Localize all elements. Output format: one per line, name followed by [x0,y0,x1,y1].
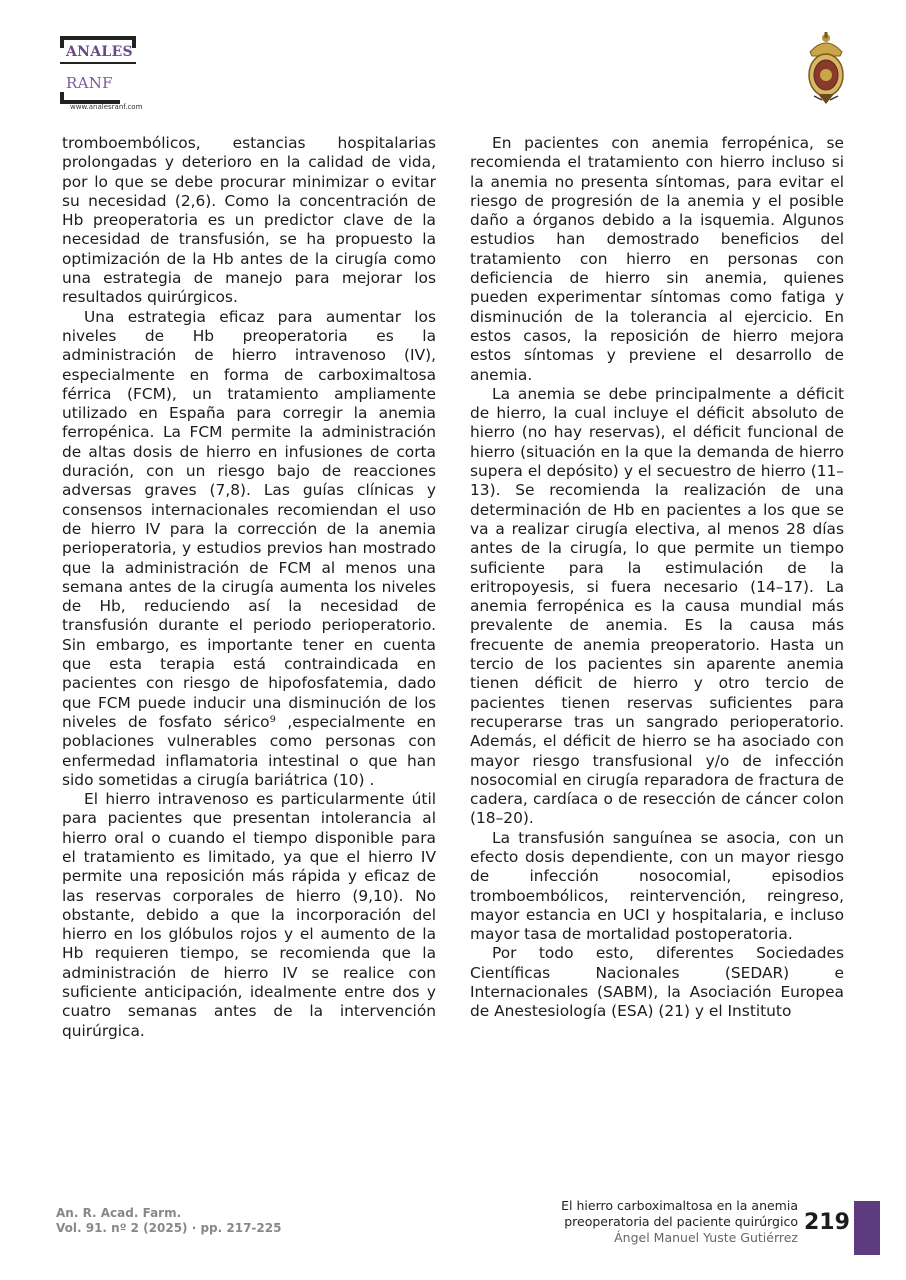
page-number: 219 [804,1210,850,1235]
journal-url: www.analesranf.com [70,103,143,111]
left-column [62,134,436,1041]
paragraph: Una estrategia eficaz para aumentar los niveles de Hb preoperatoria es la administración de hierro intravenoso (IV), especialmente en forma de carboximaltosa férrica (FCM), un tratamiento ampliamente utilizado en España para corregir la anemia ferropénica. La FCM permite la administración de altas dosis de hierro en infusiones de corta duración, con un riesgo bajo de reacciones adversas graves (7,8). Las guías clínicas y consensos internacionales recomiendan el uso de hierro IV para la corrección de la anemia perioperatoria, y estudios previos han mostrado que la administración de FCM al menos una semana antes de la cirugía aumenta los niveles de Hb, reduciendo así la necesidad de transfusión durante el periodo perioperatorio. Sin embargo, es importante tener en cuenta que esta terapia está contraindicada en pacientes con riesgo de hipofosfatemia, dado que FCM puede inducir una disminución de los niveles de fosfato sérico⁹ ,especialmente en poblaciones vulnerables como personas con enfermedad inflamatoria intestinal o que han sido sometidas a cirugía bariátrica (10) . [62,307,436,789]
paragraph: La transfusión sanguínea se asocia, con un efecto dosis dependiente, con un mayor riesgo de infección nosocomial, episodios tromboembólicos, reintervención, reingreso, mayor estancia en UCI y hospitalaria, e incluso mayor tasa de mortalidad postoperatoria. [470,828,844,944]
paragraph: tromboembólicos, estancias hospitalarias prolongadas y deterioro en la calidad de vida, por lo que se debe procurar minimizar o evitar su necesidad (2,6). Como la concentración de Hb preoperatoria es un predictor clave de la necesidad de transfusión, se ha propuesto la optimización de la Hb antes de la cirugía como una estrategia de manejo para mejorar los resultados quirúrgicos. [62,134,436,307]
journal-logo [56,36,186,116]
article-title-line: preoperatoria del paciente quirúrgico [564,1214,798,1229]
journal-name: An. R. Acad. Farm. [56,1206,182,1220]
academy-crest-icon [800,30,852,108]
running-title [561,1198,798,1246]
article-author: Ángel Manuel Yuste Gutiérrez [614,1230,798,1245]
article-title-line: El hierro carboximaltosa en la anemia [561,1198,798,1213]
logo-ranf-text: RANF [66,74,113,92]
paragraph: En pacientes con anemia ferropénica, se recomienda el tratamiento con hierro incluso si la anemia no presenta síntomas, para evitar el riesgo de progresión de la anemia y el posible daño a órganos debido a la isquemia. Algunos estudios han demostrado beneficios del tratamiento con hierro en personas con deficiencia de hierro sin anemia, quienes pueden experimentar síntomas como fatiga y disminución de la tolerancia al ejercicio. En estos casos, la reposición de hierro mejora estos síntomas y previene el desarrollo de anemia. [470,134,844,384]
right-column [470,134,844,1022]
journal-volume: Vol. 91. nº 2 (2025) · pp. 217-225 [56,1221,282,1235]
paragraph: El hierro intravenoso es particularmente útil para pacientes que presentan intolerancia al hierro oral o cuando el tiempo disponible para el tratamiento es limitado, ya que el hierro IV permite una reposición más rápida y eficaz de las reservas corporales de hierro (9,10). No obstante, debido a que la incorporación del hierro en los glóbulos rojos y el aumento de la Hb requieren tiempo, se recomienda que la administración de hierro IV se realice con suficiente anticipación, idealmente entre dos y cuatro semanas antes de la intervención quirúrgica. [62,790,436,1040]
journal-citation [56,1206,281,1236]
paragraph: Por todo esto, diferentes Sociedades Científicas Nacionales (SEDAR) e Internacionales (SABM), la Asociación Europea de Anestesiología (ESA) (21) y el Instituto [470,944,844,1021]
paragraph: La anemia se debe principalmente a déficit de hierro, la cual incluye el déficit absoluto de hierro (no hay reservas), el déficit funcional de hierro (situación en la que la demanda de hierro supera el depósito) y el secuestro de hierro (11–13). Se recomienda la realización de una determinación de Hb en pacientes a los que se va a realizar cirugía electiva, al menos 28 días antes de la cirugía, lo que permite un tiempo suficiente para la estimulación de la eritropoyesis, si fuera necesario (14–17). La anemia ferropénica es la causa mundial más prevalente de anemia. Es la causa más frecuente de anemia preoperatorio. Hasta un tercio de los pacientes sin aparente anemia tienen déficit de hierro y otro tercio de pacientes tienen reservas suficientes para recuperarse tras un sangrado perioperatorio. Además, el déficit de hierro se ha asociado con mayor riesgo transfusional y/o de infección nosocomial en cirugía reparadora de fractura de cadera, cardíaca o de resección de cáncer colon (18–20). [470,384,844,828]
page-accent-bar [854,1201,880,1255]
logo-anales-text: ANALES [66,44,133,60]
